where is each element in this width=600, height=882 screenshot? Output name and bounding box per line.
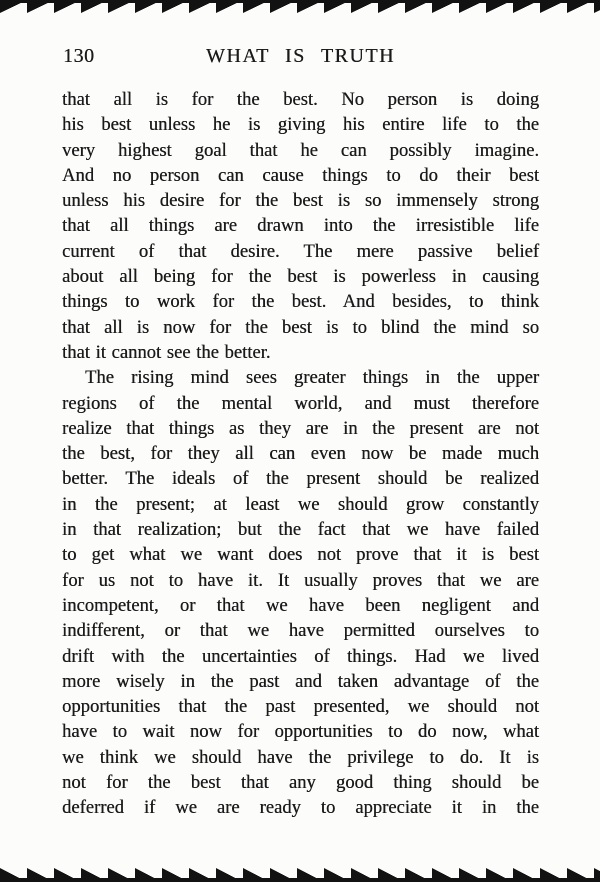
text-line: The rising mind sees greater things in the upper: [85, 367, 539, 389]
text-line: that it cannot see the better.: [62, 341, 271, 363]
running-header: [62, 44, 539, 68]
text-line: to get what we want does not prove that it is best: [62, 544, 539, 566]
torn-scan-edge-bottom: [0, 868, 600, 882]
text-line: drift with the uncertainties of things. Had we lived: [62, 645, 539, 667]
text-line: for us not to have it. It usually proves that we are: [62, 569, 539, 591]
text-line: very highest goal that he can possibly imagine.: [62, 139, 539, 161]
text-line: realize that things as they are in the present are not: [62, 417, 539, 439]
text-line: better. The ideals of the present should be realized: [62, 468, 539, 490]
text-line: his best unless he is giving his entire life to the: [62, 114, 539, 136]
text-line: indifferent, or that we have permitted ourselves to: [62, 620, 539, 642]
text-line: regions of the mental world, and must therefore: [62, 392, 539, 414]
paragraph: [62, 87, 539, 365]
text-line: more wisely in the past and taken advantage of the: [62, 670, 539, 692]
text-line: the best, for they all can even now be made much: [62, 443, 539, 465]
body-text-block: [62, 87, 539, 821]
torn-scan-edge-top: [0, 0, 600, 13]
text-line: about all being for the best is powerless in causing: [62, 266, 539, 288]
page-number: 130: [63, 45, 95, 67]
text-line: in the present; at least we should grow constantly: [62, 493, 539, 515]
text-line: not for the best that any good thing should be: [62, 772, 539, 794]
text-line: incompetent, or that we have been negligent and: [62, 594, 539, 616]
text-line: that all things are drawn into the irresistible life: [62, 215, 539, 237]
paragraph: [62, 365, 539, 820]
text-line: we think we should have the privilege to do. It is: [62, 746, 539, 768]
text-line: opportunities that the past presented, we should not: [62, 696, 539, 718]
text-line: current of that desire. The mere passive belief: [62, 240, 539, 262]
text-line: that all is now for the best is to blind the mind so: [62, 316, 539, 338]
text-line: deferred if we are ready to appreciate it in the: [62, 797, 539, 819]
running-head-title: WHAT IS TRUTH: [206, 45, 395, 67]
text-line: unless his desire for the best is so immensely strong: [62, 190, 539, 212]
text-line: things to work for the best. And besides, to think: [62, 291, 539, 313]
text-line: that all is for the best. No person is doing: [62, 89, 539, 110]
text-line: And no person can cause things to do their best: [62, 164, 539, 186]
text-line: in that realization; but the fact that we have failed: [62, 519, 539, 541]
text-line: have to wait now for opportunities to do now, what: [62, 721, 539, 743]
